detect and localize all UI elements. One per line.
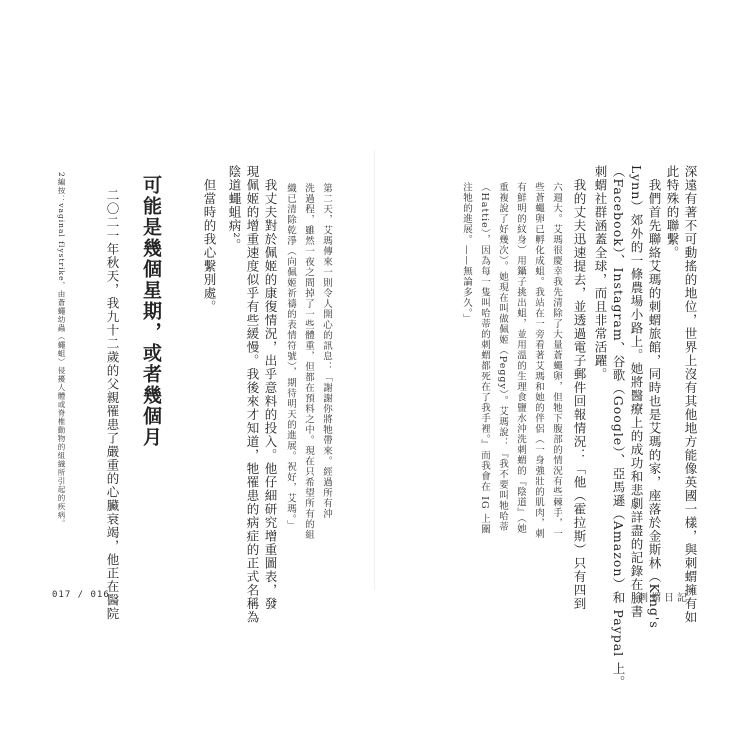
right-body-line-1: 深遠有著不可動搖的地位，世界上沒有其他地方能像英國一樣，與刺蝟擁有如 — [683, 165, 698, 624]
right-body-line-2: 此特殊的聯繫。 — [665, 165, 680, 260]
right-body-line-3: 我們首先聯絡艾瑪的刺蝟旅館，同時也是艾瑪的家，座落於金斯林（King's — [647, 165, 662, 629]
left-quote-line-3: 織已清除乾淨（向佩姬祈禱的表情符號），期待明天的進展。祝好，艾瑪。」 — [285, 183, 296, 531]
right-quote-line-5: （Hattie），因為每一隻叫哈蒂的刺蝟都死在了我手裡。』而我會在 IG 上關 — [479, 182, 490, 535]
right-body-line-4: Lynn）郊外的一條農場小路上。她將醫療上的成功和悲劇詳盡的記錄在臉書 — [629, 165, 644, 619]
right-quote-line-6: 注牠的進展。——無論多久。」 — [461, 182, 472, 325]
running-title: 刺蝟日記 — [638, 593, 690, 604]
footnote: 2編按：vaginal flystrike，由蒼蠅幼蟲（蠅蛆）侵擾人體或脊椎動物的組織所引起的疾病。 — [57, 172, 66, 529]
right-quote-line-3: 有鮮明的紋身）用鑷子挑出蛆，並用溫的生理食鹽水沖洗刺蝟的『陰道』（她 — [515, 182, 526, 535]
left-body-line-2: 現佩姬的增重速度似乎有些緩慢。我後來才知道，牠罹患的病症的正式名稱為 — [245, 165, 260, 624]
left-quote-line-1: 第二天，艾瑪傳來一則令人開心的訊息：「謝謝你將牠帶來。經過所有沖 — [321, 183, 332, 519]
right-quote-line-1: 六週大。艾瑪很慶幸我先清除了大量蒼蠅卵，但牠下腹部的情況有些棘手，一 — [551, 182, 562, 539]
page-gutter — [374, 150, 375, 590]
left-body-line-5: 二〇二一年秋天，我九十二歲的父親罹患了嚴重的心臟衰竭，他正在醫院 — [105, 175, 120, 621]
left-body-line-4: 但當時的我心繫別處。 — [202, 165, 217, 314]
right-body-line-7: 我的丈夫迅速提去，並透過電子郵件回報情況：「他（霍拉斯）只有四到 — [572, 165, 587, 611]
right-quote-line-4: 重複說了好幾次）。她現在叫做佩姬（Peggy）。艾瑪說：『我不要叫牠哈蒂 — [497, 182, 508, 533]
right-body-line-5: （Facebook）、Instagram、谷歌（Google）、亞馬遜（Amazon）和 Paypal 上。 — [611, 165, 626, 690]
left-body-line-1: 我丈夫對於佩姬的康復情況，出乎意料的投入。他仔細研究增重圖表，發 — [263, 165, 278, 611]
left-quote-line-2: 洗過程，雖然一夜之間掉了一些體重，但都在預料之中。現在只希望所有的組 — [303, 183, 314, 540]
right-body-line-6: 刺蝟社群涵蓋全球，而且非常活躍。 — [593, 165, 608, 381]
left-body-line-3: 陰道蠅蛆病²。 — [227, 165, 242, 253]
right-quote-line-2: 些蒼蠅卵已孵化成蛆。我站在一旁看著艾瑪和她的伴侶（一身強壯的肌肉，刺 — [533, 182, 544, 539]
page-folio: 017 / 016 — [52, 590, 110, 600]
section-heading: 可能是幾個星期，或者幾個月 — [140, 175, 162, 448]
